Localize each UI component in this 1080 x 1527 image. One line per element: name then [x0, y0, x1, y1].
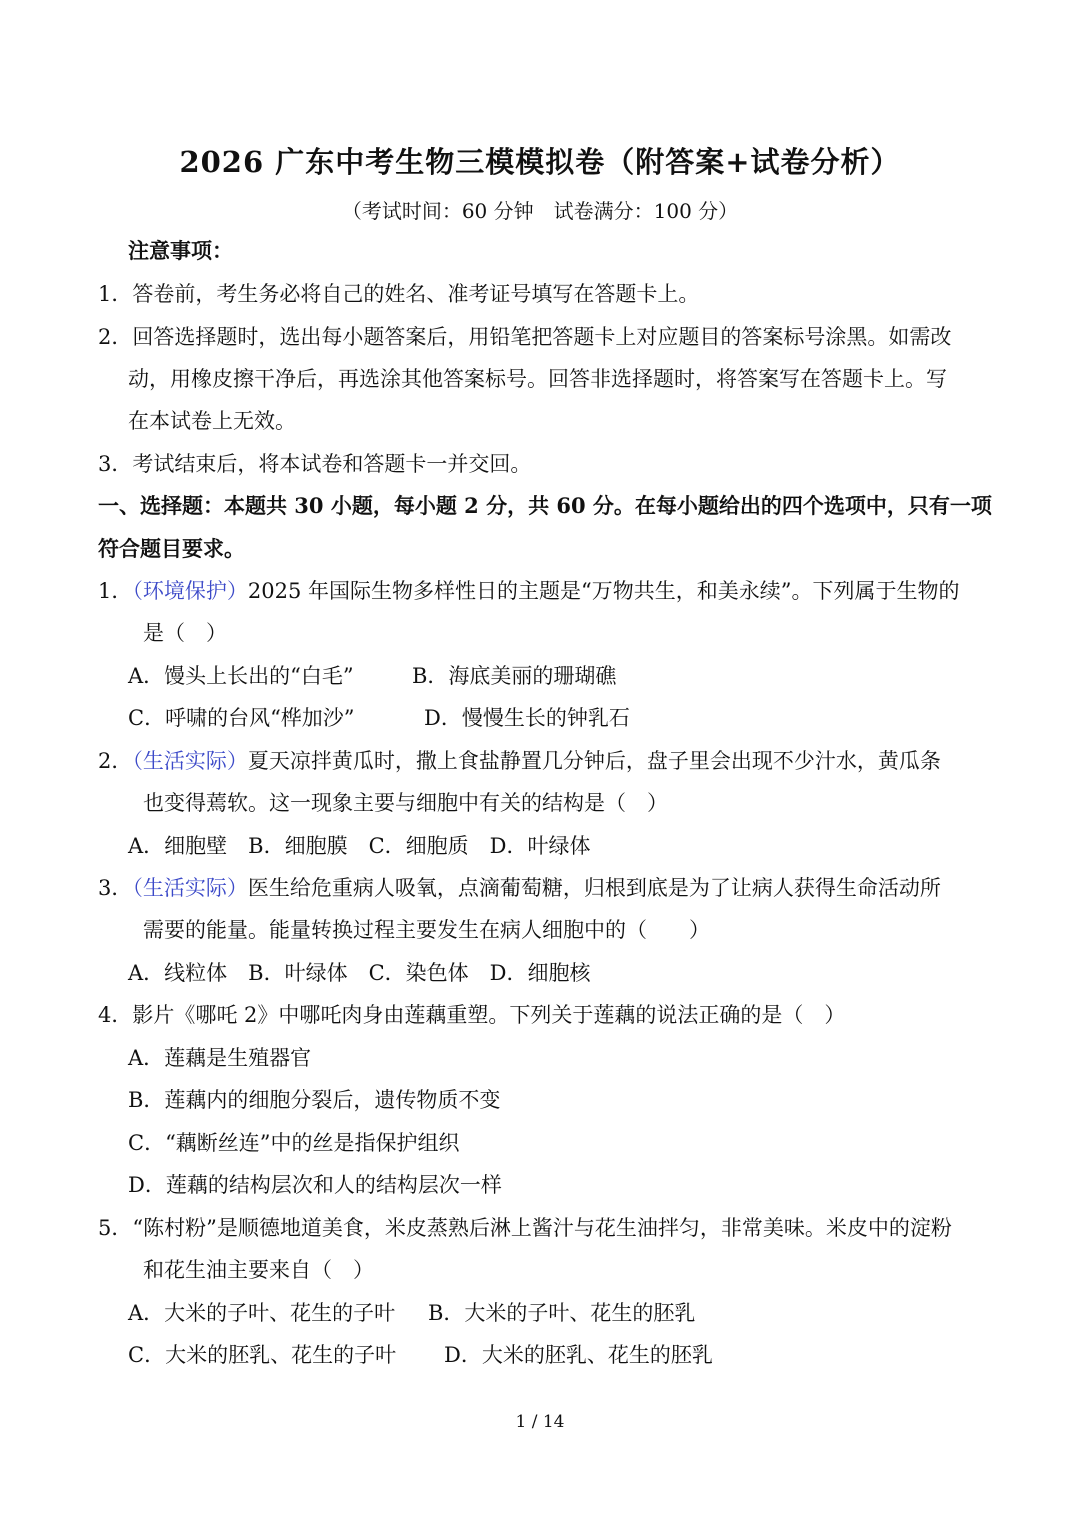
notice-item-2-cont: 动，用橡皮擦干净后，再选涂其他答案标号。回答非选择题时，将答案写在答题卡上。写 [128, 367, 947, 391]
question-stem-cont: 是（ ） [143, 621, 227, 645]
section-heading-cont: 符合题目要求。 [98, 536, 245, 561]
question-4: 4．影片《哪吒 2》中哪吒肉身由莲藕重塑。下列关于莲藕的说法正确的是（ ） [98, 1003, 846, 1027]
notice-item-2: 2．回答选择题时，选出每小题答案后，用铅笔把答题卡上对应题目的答案标号涂黑。如需改 [98, 325, 952, 349]
section-heading: 一、选择题：本题共 30 小题，每小题 2 分，共 60 分。在每小题给出的四个选项中，只有一项 [98, 493, 992, 518]
notice-item-2-cont2: 在本试卷上无效。 [128, 409, 296, 433]
question-number: 3． [98, 876, 133, 900]
question-stem: 2025 年国际生物多样性日的主题是“万物共生，和美永续”。下列属于生物的 [247, 579, 960, 603]
option-d: D．慢慢生长的钟乳石 [424, 706, 630, 730]
question-stem-cont: 也变得蔫软。这一现象主要与细胞中有关的结构是（ ） [143, 791, 668, 815]
option-c: C．“藕断丝连”中的丝是指保护组织 [128, 1131, 460, 1155]
page-title: 2026 广东中考生物三模模拟卷（附答案+试卷分析） [179, 145, 901, 179]
topic-tag: （生活实际） [132, 876, 248, 900]
page-number: 1 / 14 [515, 1412, 565, 1432]
notice-item-1: 1．答卷前，考生务必将自己的姓名、准考证号填写在答题卡上。 [98, 282, 700, 306]
question-number: 1． [98, 579, 133, 603]
option-b: B．大米的子叶、花生的胚乳 [428, 1301, 696, 1325]
option-c: C．呼啸的台风“桦加沙” [128, 706, 355, 730]
question-stem-cont: 和花生油主要来自（ ） [143, 1258, 374, 1282]
options-row: A．细胞壁 B．细胞膜 C．细胞质 D．叶绿体 [128, 834, 591, 858]
question-stem-cont: 需要的能量。能量转换过程主要发生在病人细胞中的（ ） [143, 918, 710, 942]
option-b: B．莲藕内的细胞分裂后，遗传物质不变 [128, 1088, 501, 1112]
topic-tag: （生活实际） [132, 749, 248, 773]
question-stem: 夏天凉拌黄瓜时，撒上食盐静置几分钟后，盘子里会出现不少汁水，黄瓜条 [247, 749, 941, 773]
question-number: 2． [98, 749, 133, 773]
question-1 [98, 576, 959, 606]
option-a: A．大米的子叶、花生的子叶 [128, 1301, 396, 1325]
option-a: A．馒头上长出的“白毛” [128, 664, 354, 688]
option-d: D．大米的胚乳、花生的胚乳 [444, 1343, 713, 1367]
option-d: D．莲藕的结构层次和人的结构层次一样 [128, 1173, 502, 1197]
notice-heading: 注意事项： [128, 238, 233, 263]
option-b: B．海底美丽的珊瑚礁 [412, 664, 617, 688]
question-5: 5．“陈村粉”是顺德地道美食，米皮蒸熟后淋上酱汁与花生油拌匀，非常美味。米皮中的淀粉 [98, 1216, 952, 1240]
option-c: C．大米的胚乳、花生的子叶 [128, 1343, 397, 1367]
exam-info: （考试时间：60 分钟 试卷满分：100 分） [341, 199, 739, 223]
notice-item-3: 3．考试结束后，将本试卷和答题卡一并交回。 [98, 452, 532, 476]
option-a: A．莲藕是生殖器官 [128, 1046, 312, 1070]
question-2 [98, 746, 941, 776]
topic-tag: （环境保护） [132, 579, 248, 603]
question-3 [98, 873, 941, 903]
options-row: A．线粒体 B．叶绿体 C．染色体 D．细胞核 [128, 961, 591, 985]
question-stem: 医生给危重病人吸氧，点滴葡萄糖，归根到底是为了让病人获得生命活动所 [247, 876, 941, 900]
